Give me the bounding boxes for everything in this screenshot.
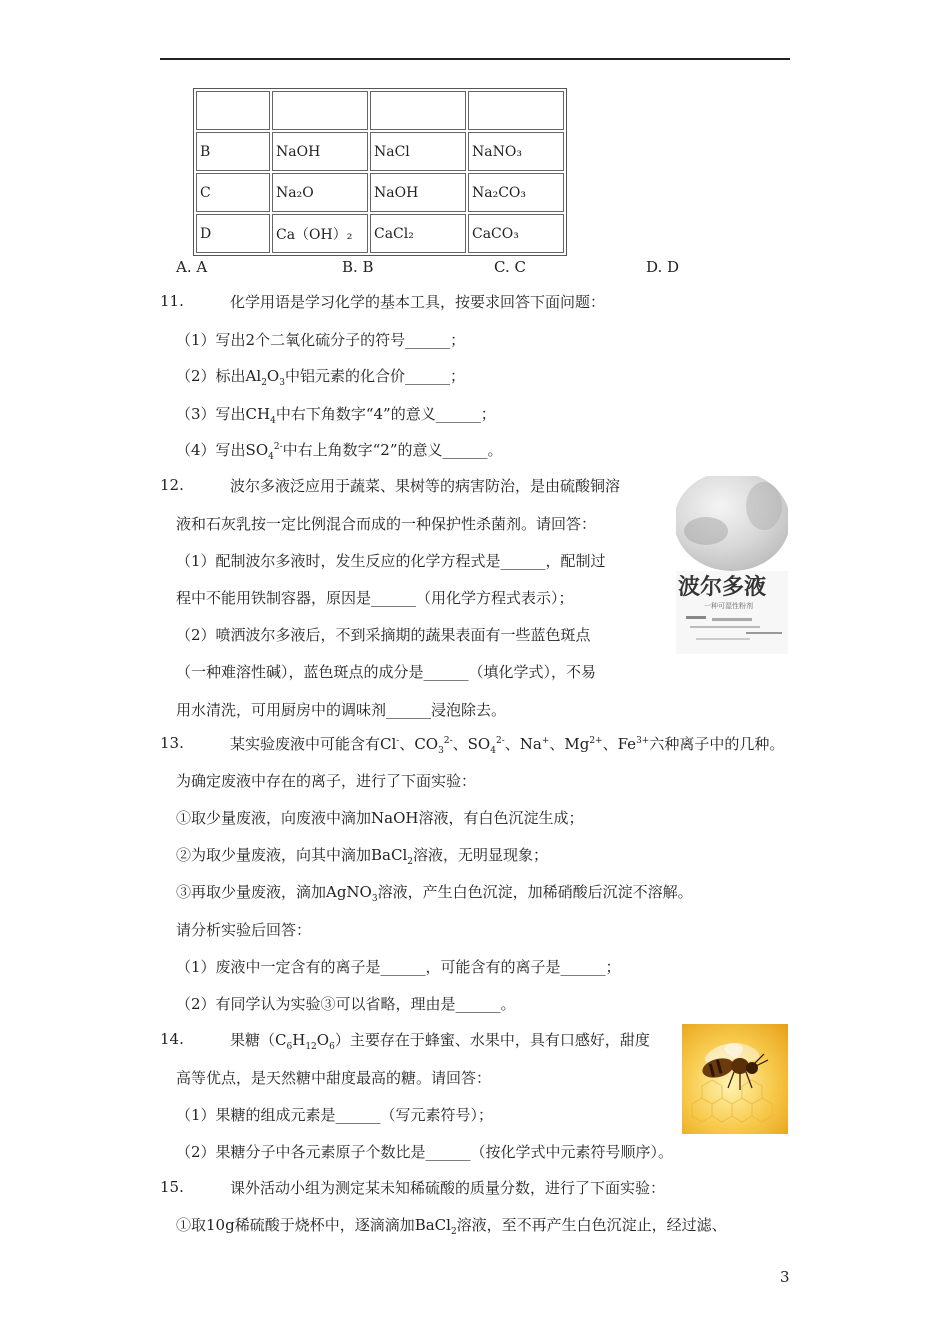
question-line: 为确定废液中存在的离子，进行了下面实验： [176, 772, 477, 790]
option-c: C. C [494, 258, 526, 276]
table-cell: Ca（OH）₂ [272, 214, 368, 253]
table-cell: D [196, 214, 270, 253]
table-cell: Na₂O [272, 173, 368, 212]
question-line: 程中不能用铁制容器，原因是______（用化学方程式表示）； [176, 589, 574, 607]
table-cell: Na₂CO₃ [468, 173, 564, 212]
bordeaux-package-illustration [676, 476, 788, 654]
table-cell [196, 91, 270, 130]
question-line: 课外活动小组为测定某未知稀硫酸的质量分数，进行了下面实验： [230, 1179, 666, 1197]
question-line: 请分析实验后回答： [176, 921, 312, 939]
table-cell: CaCO₃ [468, 214, 564, 253]
table-cell [468, 91, 564, 130]
fig-title: 波尔多液 [678, 575, 767, 600]
table-cell: B [196, 132, 270, 171]
question-line: （1）废液中一定含有的离子是______，可能含有的离子是______； [176, 958, 621, 976]
table-cell: NaNO₃ [468, 132, 564, 171]
question-number: 15. [160, 1178, 184, 1196]
question-line: （1）配制波尔多液时，发生反应的化学方程式是______，配制过 [176, 552, 606, 570]
sub-question: （1）写出2个二氧化硫分子的符号______； [176, 331, 466, 349]
page-number: 3 [780, 1268, 790, 1286]
question-line: ①取少量废液，向废液中滴加NaOH溶液，有白色沉淀生成； [176, 809, 584, 827]
honeybee-illustration [682, 1024, 788, 1134]
question-line: ①取10g稀硫酸于烧杯中，逐滴滴加BaCl$_2$溶液，至不再产生白色沉淀止，经过滤、 [176, 1216, 727, 1237]
table-row [196, 132, 564, 171]
question-number: 14. [160, 1030, 184, 1048]
question-line: 波尔多液泛应用于蔬菜、果树等的病害防治，是由硫酸铜溶 [230, 477, 621, 495]
honeybee-image [682, 1024, 788, 1134]
question-number: 12. [160, 476, 184, 494]
table-row [196, 173, 564, 212]
question-line: 某实验废液中可能含有Cl-、$CO_3^{2-}$、$SO_4^{2-}$、Na+、$Mg^{2+}$、$Fe^{3+}$六种离子中的几种。 [230, 735, 785, 756]
question-line: （一种难溶性碱），蓝色斑点的成分是______（填化学式），不易 [176, 663, 597, 681]
question-line: 高等优点，是天然糖中甜度最高的糖。请回答： [176, 1069, 492, 1087]
bordeaux-mixture-image [676, 476, 788, 654]
sub-question: （4）写出$SO_4^{2-}$中右上角数字“2”的意义______。 [176, 441, 503, 462]
sub-question: （3）写出$CH_4$中右下角数字“4”的意义______； [176, 405, 496, 426]
options-table [193, 88, 567, 256]
table-cell: NaCl [370, 132, 466, 171]
table-cell: C [196, 173, 270, 212]
question-line: （1）果糖的组成元素是______（写元素符号）； [176, 1106, 494, 1124]
question-line: 用水清洗，可用厨房中的调味剂______浸泡除去。 [176, 701, 507, 719]
question-number: 11. [160, 292, 184, 310]
question-stem: 化学用语是学习化学的基本工具，按要求回答下面问题： [230, 293, 606, 311]
question-line: （2）有同学认为实验③可以省略，理由是______。 [176, 995, 516, 1013]
question-line: ②为取少量废液，向其中滴加BaCl$_2$溶液，无明显现象； [176, 846, 548, 867]
option-b: B. B [342, 258, 374, 276]
sub-question: （2）标出$Al_2O_3$中铝元素的化合价______； [176, 367, 465, 388]
table-cell: NaOH [370, 173, 466, 212]
table-cell: NaOH [272, 132, 368, 171]
question-line: （2）果糖分子中各元素原子个数比是______（按化学式中元素符号顺序）。 [176, 1143, 674, 1161]
header-rule [160, 58, 790, 60]
question-line: 果糖$(C_6H_{12}O_6)$主要存在于蜂蜜、水果中，具有口感好，甜度 [230, 1031, 650, 1052]
table-row [196, 214, 564, 253]
table-cell [370, 91, 466, 130]
question-line: （2）喷洒波尔多液后，不到采摘期的蔬果表面有一些蓝色斑点 [176, 626, 591, 644]
question-line: 液和石灰乳按一定比例混合而成的一种保护性杀菌剂。请回答： [176, 515, 597, 533]
table-cell [272, 91, 368, 130]
option-a: A. A [176, 258, 208, 276]
fig-subtitle: 一种可湿性粉剂 [704, 602, 753, 610]
table-cell: CaCl₂ [370, 214, 466, 253]
question-line: ③再取少量废液，滴加AgNO$_3$溶液，产生白色沉淀，加稀硝酸后沉淀不溶解。 [176, 883, 693, 904]
table-row [196, 91, 564, 130]
question-number: 13. [160, 734, 184, 752]
option-d: D. D [646, 258, 680, 276]
